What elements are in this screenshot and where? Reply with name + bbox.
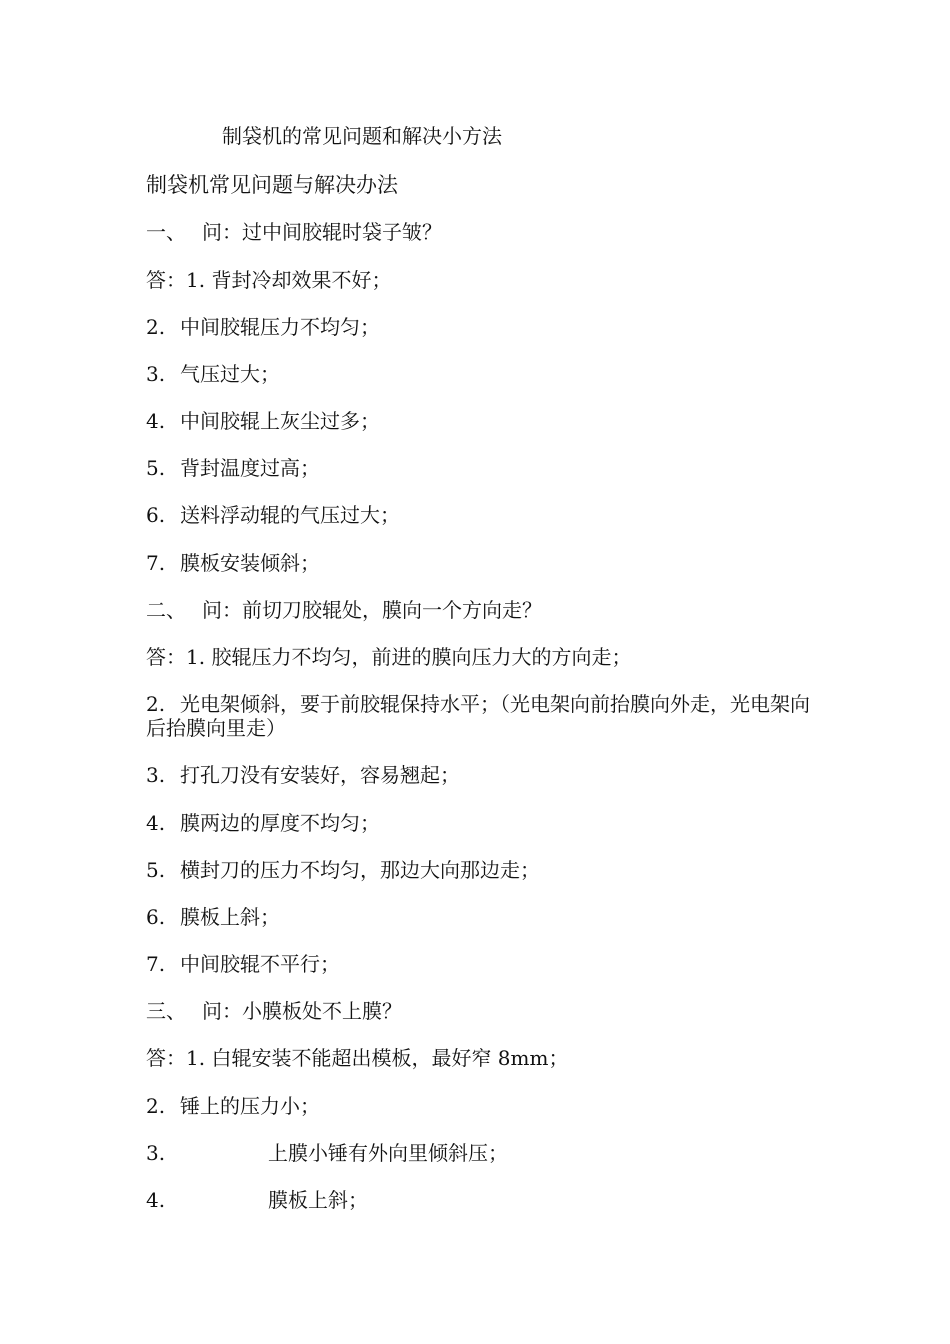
item-text: 上膜小锤有外向里倾斜压； — [268, 1141, 508, 1165]
item-number: 3. — [146, 763, 166, 787]
answer-2-item-5 — [146, 858, 540, 882]
answer-2-item-1: 答：1. 胶辊压力不均匀，前进的膜向压力大的方向走； — [146, 645, 632, 669]
answer-2-item-6 — [146, 905, 280, 929]
answer-3-item-2 — [146, 1094, 320, 1118]
answer-3-item-4 — [146, 1188, 368, 1212]
item-number: 7. — [146, 952, 166, 976]
item-text: 光电架倾斜，要于前胶辊保持水平；（光电架向前抬膜向外走，光电架向后抬膜向里走） — [146, 692, 810, 740]
item-number: 6. — [146, 503, 166, 527]
item-text: 膜板安装倾斜； — [180, 551, 320, 575]
item-number: 5. — [146, 456, 166, 480]
question-1-text: 问：过中间胶辊时袋子皱？ — [202, 220, 442, 244]
answer-1-item-6 — [146, 503, 400, 527]
item-text: 背封温度过高； — [180, 456, 320, 480]
item-text: 横封刀的压力不均匀，那边大向那边走； — [180, 858, 540, 882]
item-number: 3. — [146, 1141, 166, 1165]
item-number: 4. — [146, 409, 166, 433]
answer-2-item-3 — [146, 763, 460, 787]
answer-1-item-2 — [146, 315, 380, 339]
item-text: 送料浮动辊的气压过大； — [180, 503, 400, 527]
question-3-number: 三、 — [146, 999, 186, 1023]
item-text: 膜两边的厚度不均匀； — [180, 811, 380, 835]
page-subtitle: 制袋机常见问题与解决办法 — [146, 173, 398, 197]
item-text: 气压过大； — [180, 362, 280, 386]
item-number: 5. — [146, 858, 166, 882]
question-3 — [146, 999, 402, 1023]
item-text: 锤上的压力小； — [180, 1094, 320, 1118]
answer-1-item-1: 答：1. 背封冷却效果不好； — [146, 268, 392, 292]
item-text: 膜板上斜； — [268, 1188, 368, 1212]
item-text: 中间胶辊上灰尘过多； — [180, 409, 380, 433]
answer-1-item-4 — [146, 409, 380, 433]
question-2 — [146, 598, 542, 622]
item-number: 6. — [146, 905, 166, 929]
answer-2-item-4 — [146, 811, 380, 835]
answer-2-item-2 — [146, 692, 816, 740]
question-1 — [146, 220, 442, 244]
answer-1-item-3 — [146, 362, 280, 386]
answer-1-item-5 — [146, 456, 320, 480]
item-text: 膜板上斜； — [180, 905, 280, 929]
item-number: 2. — [146, 1094, 166, 1118]
question-3-text: 问：小膜板处不上膜？ — [202, 999, 402, 1023]
answer-3-item-1: 答：1. 白辊安装不能超出模板，最好窄 8mm； — [146, 1046, 569, 1070]
item-text: 中间胶辊不平行； — [180, 952, 340, 976]
item-number: 2. — [146, 315, 166, 339]
answer-1-item-7 — [146, 551, 320, 575]
item-number: 4. — [146, 1188, 166, 1212]
question-2-text: 问：前切刀胶辊处，膜向一个方向走？ — [202, 598, 542, 622]
item-number: 4. — [146, 811, 166, 835]
item-text: 中间胶辊压力不均匀； — [180, 315, 380, 339]
answer-2-item-7 — [146, 952, 340, 976]
question-1-number: 一、 — [146, 220, 186, 244]
question-2-number: 二、 — [146, 598, 186, 622]
page-title: 制袋机的常见问题和解决小方法 — [222, 124, 502, 148]
item-number: 2. — [146, 692, 166, 716]
item-number: 7. — [146, 551, 166, 575]
item-number: 3. — [146, 362, 166, 386]
item-text: 打孔刀没有安装好，容易翘起； — [180, 763, 460, 787]
answer-3-item-3 — [146, 1141, 508, 1165]
